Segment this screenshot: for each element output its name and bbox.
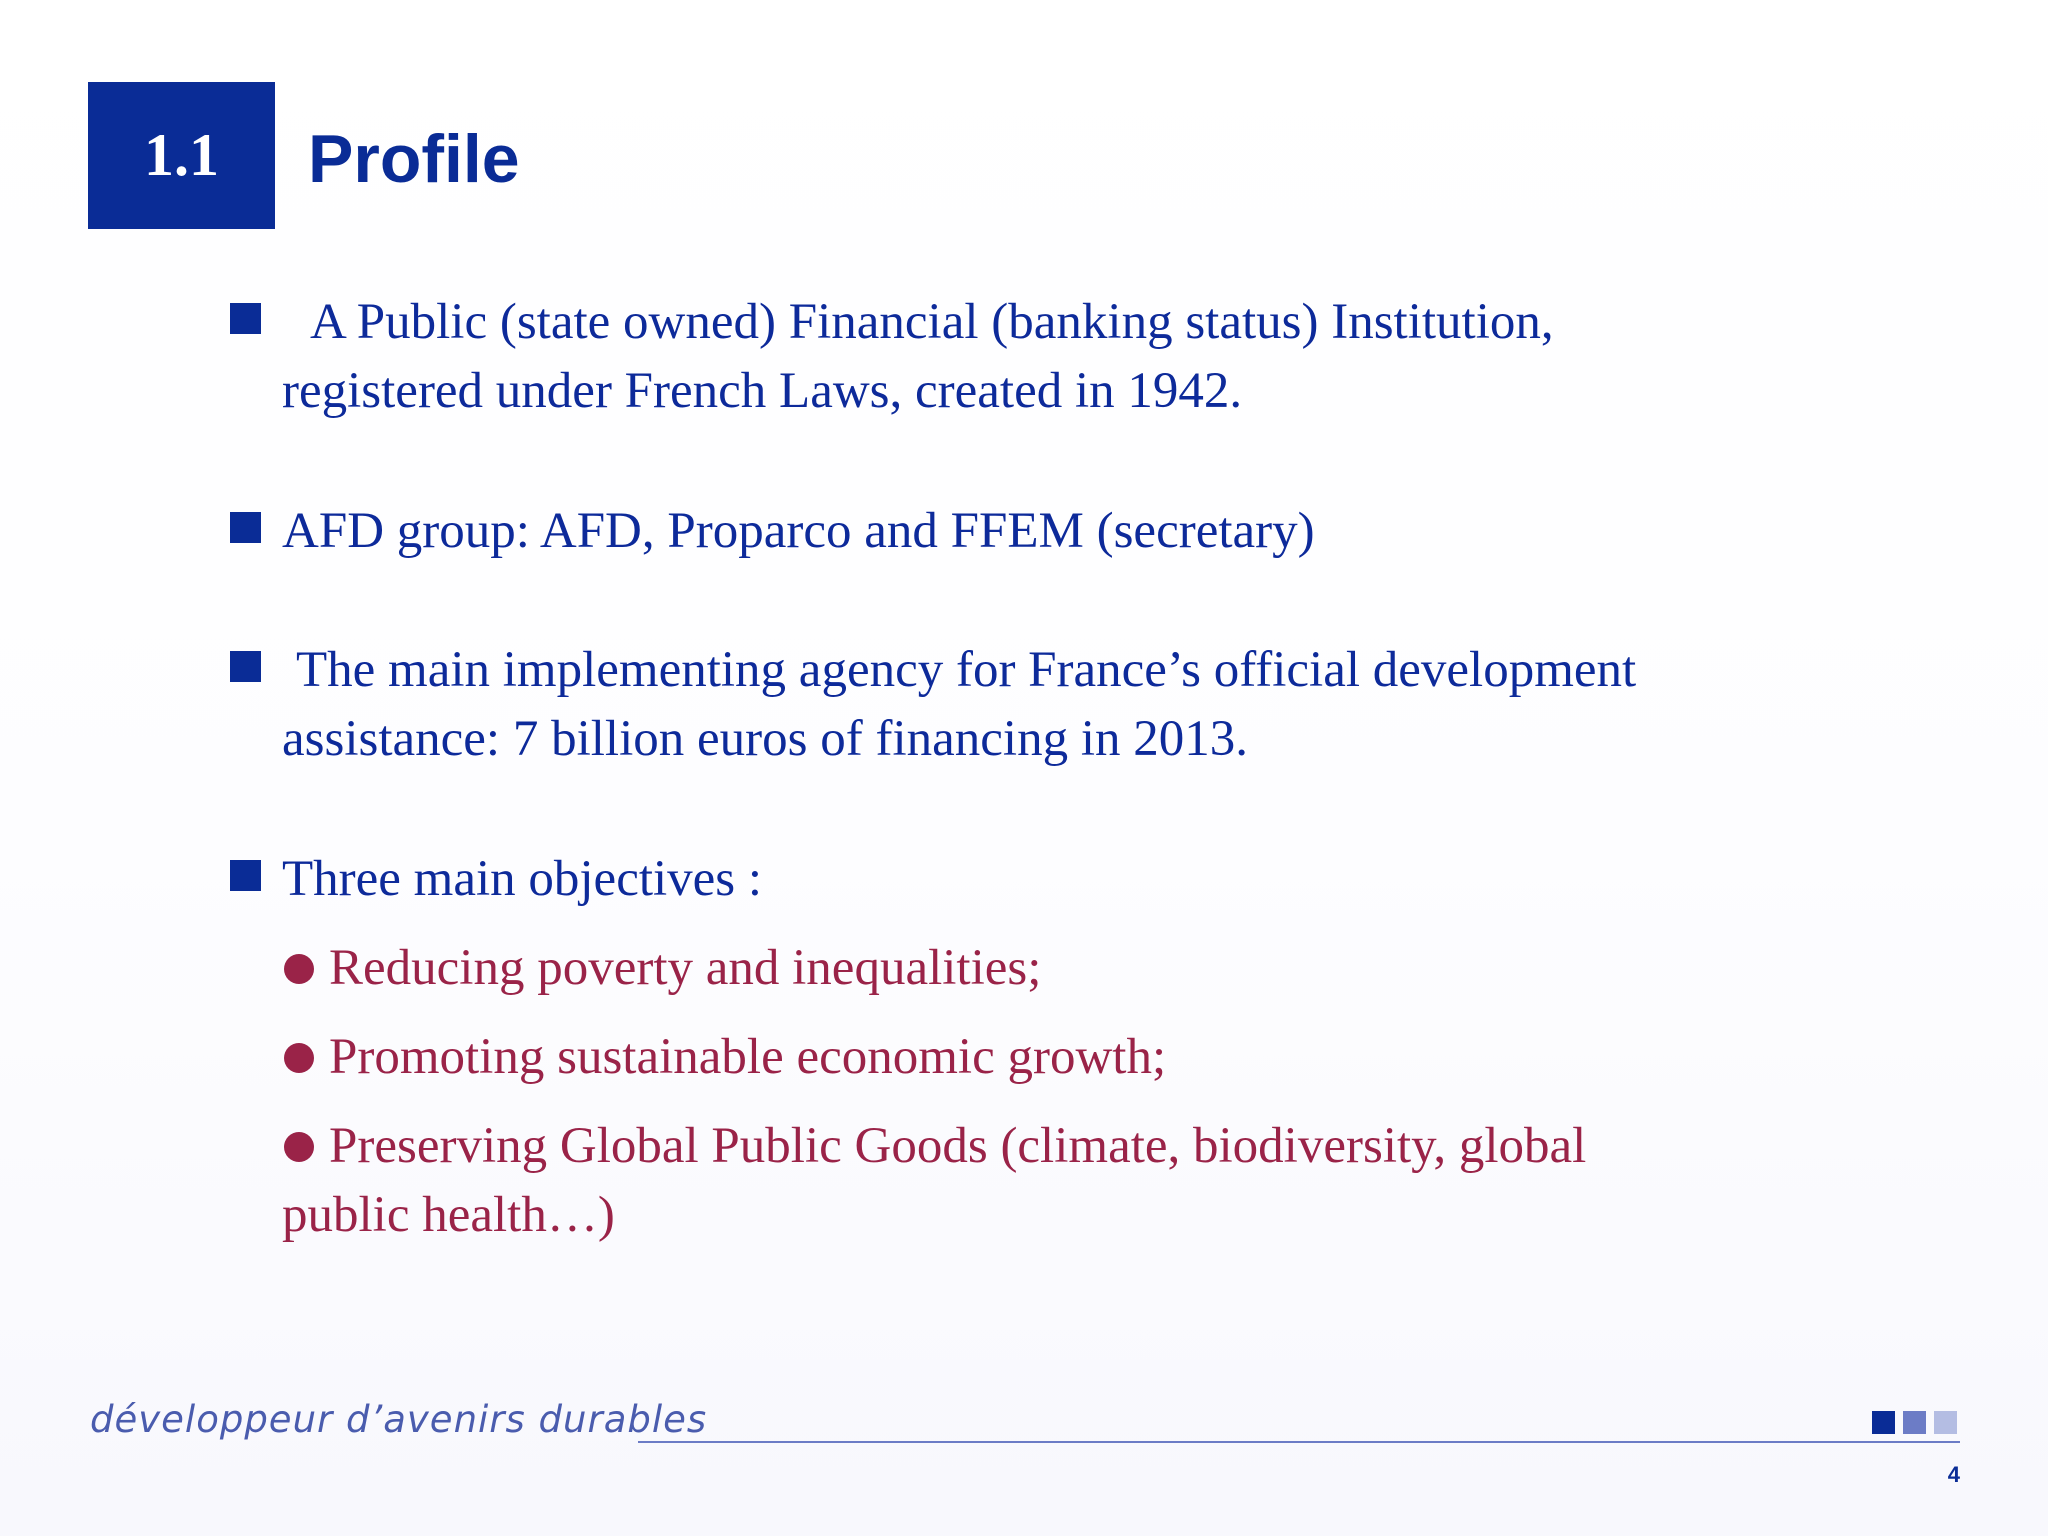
square-bullet-icon xyxy=(230,512,261,543)
square-bullet-icon xyxy=(230,860,261,891)
footer-square xyxy=(1872,1411,1895,1434)
footer-square xyxy=(1934,1411,1957,1434)
bullet-text: assistance: 7 billion euros of financing in 2013. xyxy=(282,711,1248,767)
bullet-text: AFD group: AFD, Proparco and FFEM (secretary) xyxy=(282,503,1315,559)
footer-square xyxy=(1903,1411,1926,1434)
bullet-text: A Public (state owned) Financial (banking status) Institution, xyxy=(310,294,1554,350)
section-number: 1.1 xyxy=(144,122,219,188)
footer-tagline: développeur d’avenirs durables xyxy=(90,1398,708,1441)
objective-text: Promoting sustainable economic growth; xyxy=(329,1029,1167,1085)
square-bullet-icon xyxy=(230,303,261,334)
objective-text: Reducing poverty and inequalities; xyxy=(329,940,1042,996)
bullet-text: The main implementing agency for France’s official development xyxy=(296,642,1637,698)
round-bullet-icon xyxy=(284,1132,314,1162)
footer-divider xyxy=(638,1441,1960,1443)
objective-text: public health…) xyxy=(282,1187,615,1243)
round-bullet-icon xyxy=(284,954,314,984)
slide-title: Profile xyxy=(308,121,520,197)
page-number: 4 xyxy=(1947,1462,1960,1487)
footer-squares-logo xyxy=(1872,1411,1957,1434)
bullet-text: registered under French Laws, created in 1942. xyxy=(282,363,1243,419)
section-number-box xyxy=(88,82,275,229)
round-bullet-icon xyxy=(284,1043,314,1073)
square-bullet-icon xyxy=(230,651,261,682)
objective-text: Preserving Global Public Goods (climate, biodiversity, global xyxy=(329,1118,1587,1174)
bullet-text: Three main objectives : xyxy=(282,851,763,907)
